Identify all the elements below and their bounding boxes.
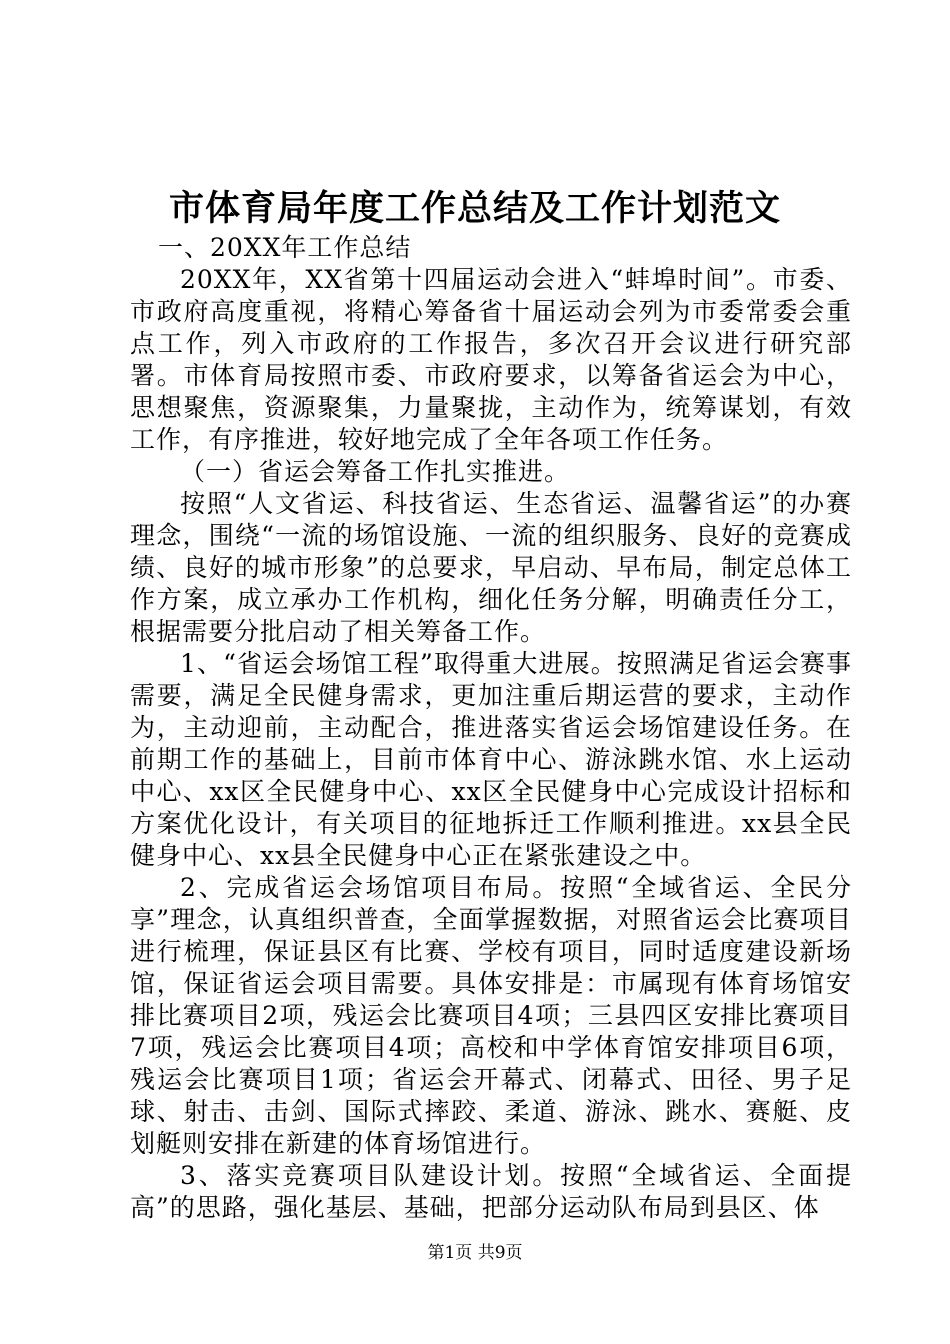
document-title: 市体育局年度工作总结及工作计划范文 [168, 188, 781, 229]
paragraph: 2、完成省运会场馆项目布局。按照“全域省运、全民分享”理念，认真组织普查，全面掌握数据，对照省运会比赛项目进行梳理，保证县区有比赛、学校有项目，同时适度建设新场馆，保证省运会项目需要。具体安排是：市属现有体育场馆安排比赛项目2项，残运会比赛项目4项；三县四区安排比赛项目7项，残运会比赛项目4项；高校和中学体育馆安排项目6项，残运会比赛项目1项；省运会开幕式、闭幕式、田径、男子足球、射击、击剑、国际式摔跤、柔道、游泳、跳水、赛艇、皮划艇则安排在新建的体育场馆进行。 [130, 873, 852, 1158]
paragraph: 3、落实竞赛项目队建设计划。按照“全域省运、全面提高”的思路，强化基层、基础，把部分运动队布局到县区、体 [130, 1161, 852, 1222]
paragraph: 20XX年，XX省第十四届运动会进入“蚌埠时间”。市委、市政府高度重视，将精心筹备省十届运动会列为市委常委会重点工作，列入市政府的工作报告，多次召开会议进行研究部署。市体育局按照市委、市政府要求，以筹备省运会为中心，思想聚焦，资源聚集，力量聚拢，主动作为，统筹谋划，有效工作，有序推进，较好地完成了全年各项工作任务。 [130, 265, 852, 454]
subsection-heading: （一）省运会筹备工作扎实推进。 [180, 457, 571, 486]
paragraph: 按照“人文省运、科技省运、生态省运、温馨省运”的办赛理念，围绕“一流的场馆设施、一流的组织服务、良好的竞赛成绩、良好的城市形象”的总要求，早启动、早布局，制定总体工作方案，成立承办工作机构，细化任务分解，明确责任分工，根据需要分批启动了相关筹备工作。 [130, 489, 852, 646]
section-heading-1: 一、20XX年工作总结 [158, 233, 412, 262]
paragraph: 1、“省运会场馆工程”取得重大进展。按照满足省运会赛事需要，满足全民健身需求，更加注重后期运营的要求，主动作为，主动迎前，主动配合，推进落实省运会场馆建设任务。在前期工作的基础上，目前市体育中心、游泳跳水馆、水上运动中心、xx区全民健身中心、xx区全民健身中心完成设计招标和方案优化设计，有关项目的征地拆迁工作顺利推进。xx县全民健身中心、xx县全民健身中心正在紧张建设之中。 [130, 649, 852, 870]
page-footer: 第1页 共9页 [427, 1243, 523, 1263]
document-body [130, 232, 852, 1224]
